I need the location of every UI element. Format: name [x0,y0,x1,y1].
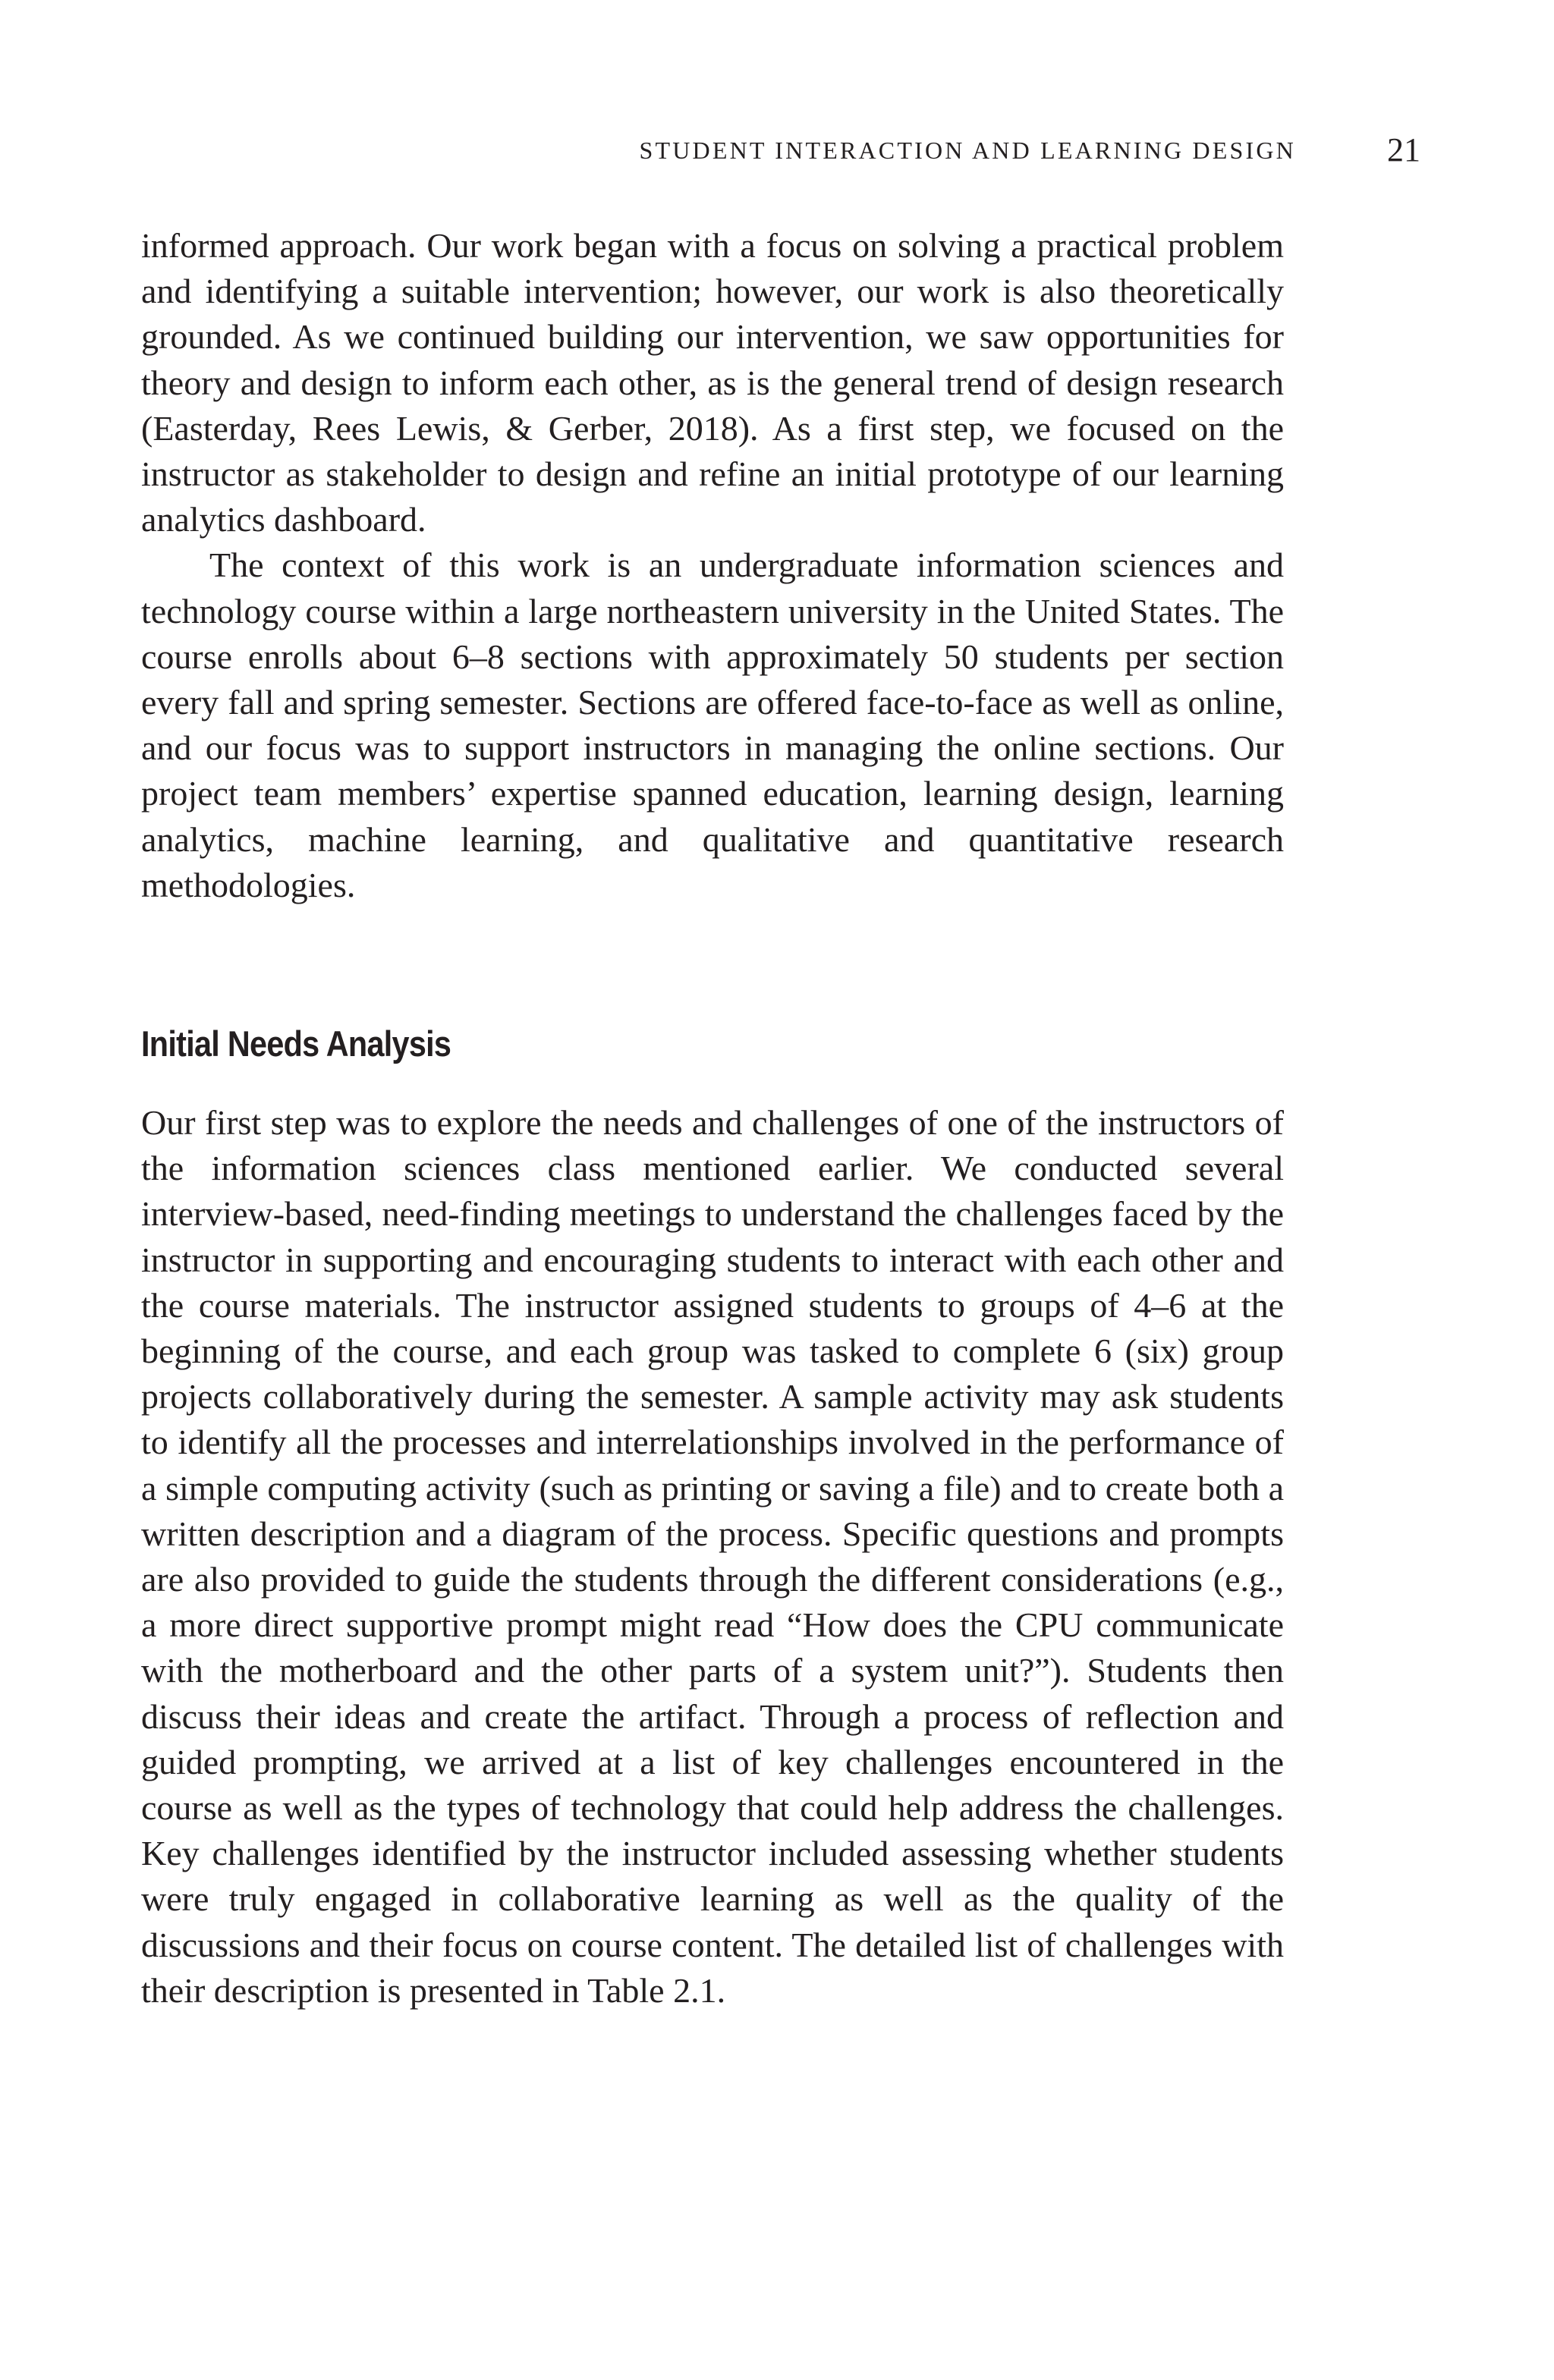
paragraph-needs-analysis: Our first step was to explore the needs and challenges of one of the instructors of the information sciences class mentioned earlier. We conducted several interview-based, need-finding meetings to understand the challenges faced by the instructor in supporting and encouraging students to interact with each other and the course materials. The instructor assigned students to groups of 4–6 at the beginning of the course, and each group was tasked to complete 6 (six) group projects collaboratively during the semester. A sample activity may ask students to identify all the processes and interrelationships involved in the performance of a simple computing activity (such as printing or saving a file) and to create both a written description and a diagram of the process. Specific questions and prompts are also provided to guide the students through the different considerations (e.g., a more direct supportive prompt might read “How does the CPU communicate with the motherboard and the other parts of a system unit?”). Students then discuss their ideas and create the artifact. Through a process of reflection and guided prompting, we arrived at a list of key challenges encountered in the course as well as the types of technology that could help address the challenges. Key challenges identified by the instructor included assessing whether students were truly engaged in collaborative learning as well as the quality of the discussions and their focus on course content. The detailed list of challenges with their description is presented in Table 2.1. [141,1103,1284,2010]
paragraph-continued: informed approach. Our work began with a focus on solving a practical problem and identifying a suitable intervention; however, our work is also theoretically grounded. As we continued building our intervention, we saw opportunities for theory and design to inform each other, as is the general trend of design research (Easterday, Rees Lewis, & Gerber, 2018). As a first step, we focused on the instructor as stakeholder to design and refine an initial prototype of our learning analytics dashboard. [141,226,1284,539]
paragraph-course-context: The context of this work is an undergraduate information sciences and technology course within a large northeastern university in the United States. The course enrolls about 6–8 sections with approximately 50 students per section every fall and spring semester. Sections are offered face-to-face as well as online, and our focus was to support instructors in managing the online sections. Our project team members’ expertise spanned education, learning design, learning analytics, machine learning, and qualitative and quantitative research methodologies. [141,545,1284,904]
section-text-block [141,1100,1284,2014]
section-heading: Initial Needs Analysis [141,1023,451,1064]
intro-text-block [141,223,1284,908]
running-head-title: STUDENT INTERACTION AND LEARNING DESIGN [639,137,1296,164]
running-head [141,130,1420,176]
page-number: 21 [1387,131,1420,168]
